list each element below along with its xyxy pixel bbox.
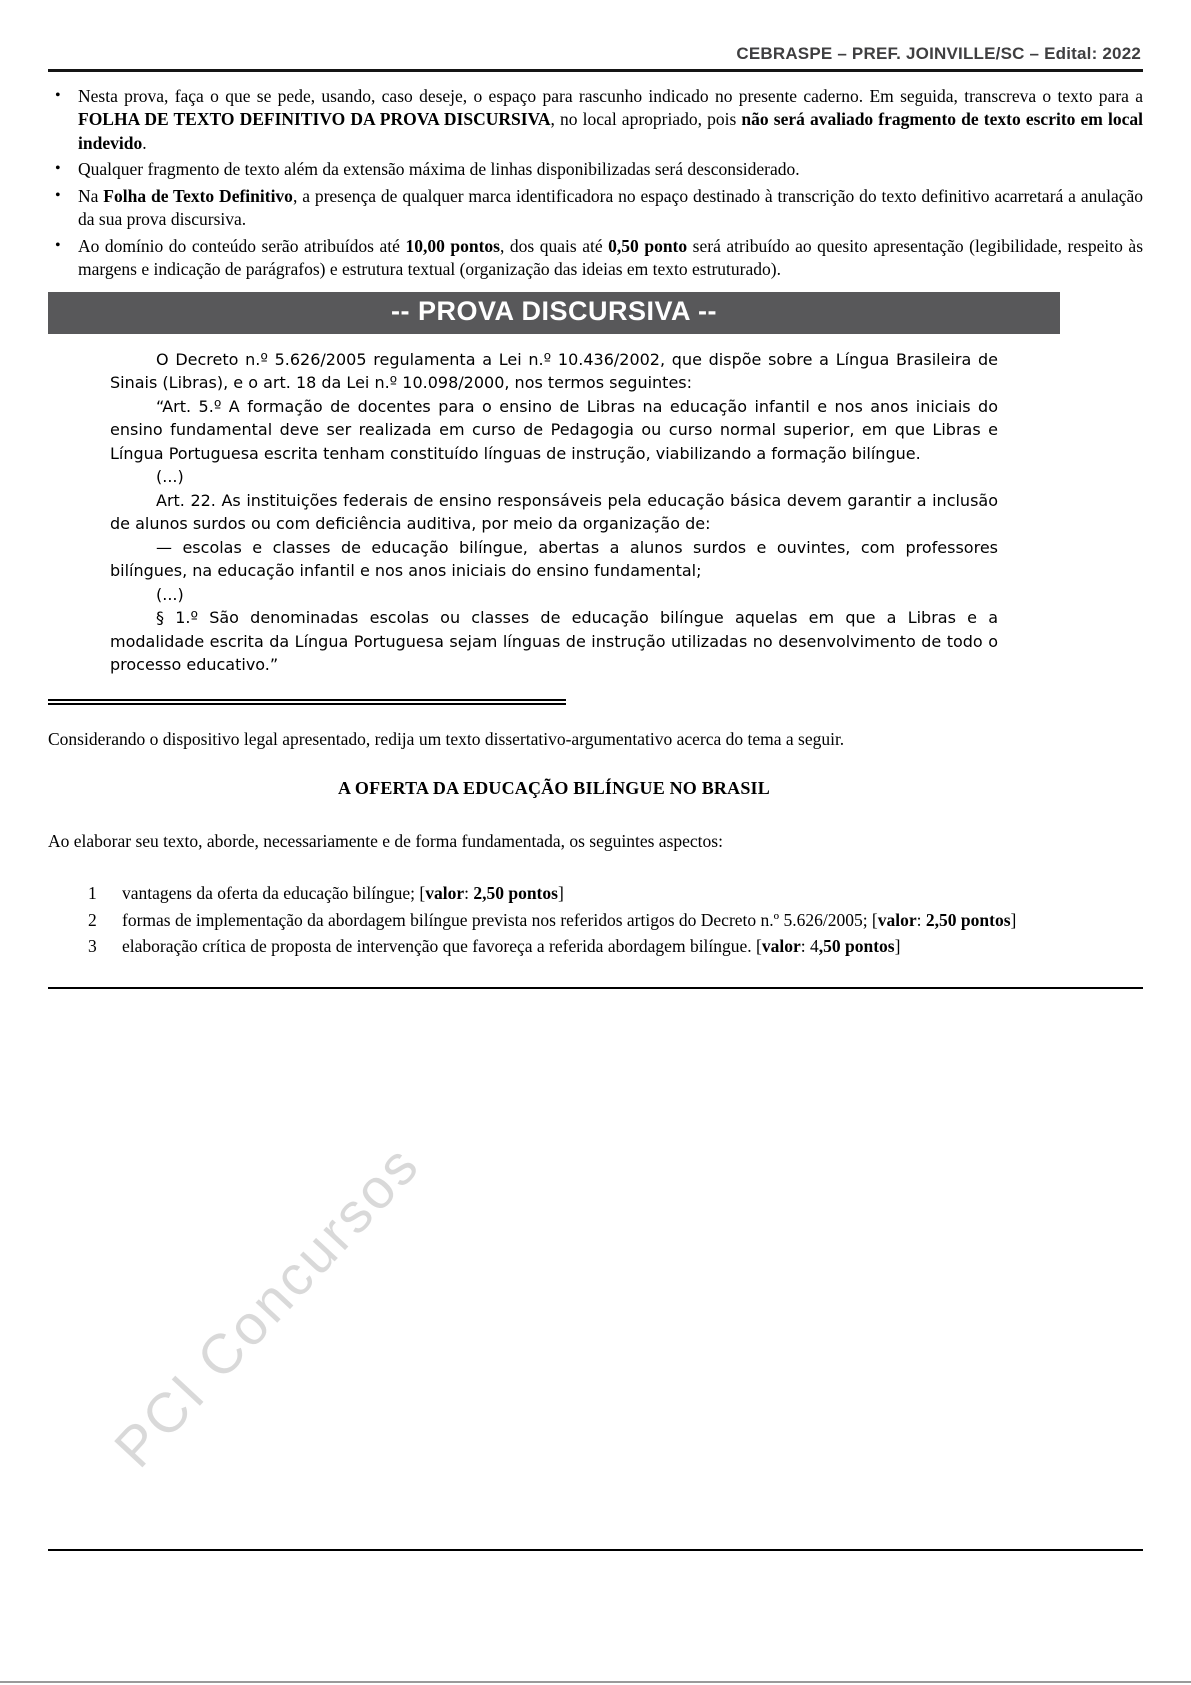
instruction-item-1 [48, 85, 1143, 155]
instruction-segment: Qualquer fragmento de texto além da extensão máxima de linhas disponibilizadas será desconsiderado. [78, 159, 800, 180]
instruction-segment: . [142, 132, 147, 153]
instruction-segment-bold: não será avaliado fragmento de texto escrito em local indevido [78, 109, 1143, 153]
instruction-text [78, 158, 1143, 181]
instruction-segment: Nesta prova, faça o que se pede, usando, caso deseje, o espaço para rascunho indicado no presente caderno. Em seguida, transcreva o texto para a [78, 86, 1143, 106]
aspect-segment: vantagens da oferta da educação bilíngue; [ [122, 882, 426, 903]
instruction-segment: , a presença de qualquer marca identificadora no espaço destinado à transcrição do texto definitivo acarretará a anulação da sua prova discursiva. [78, 185, 1143, 230]
aspect-text [122, 935, 1143, 959]
decree-paragraph: O Decreto n.º 5.626/2005 regulamenta a Lei n.º 10.436/2002, que dispõe sobre a Língua Brasileira de Sinais (Libras), e o art. 18 da Lei n.º 10.098/2000, nos termos seguintes: [110, 349, 998, 393]
section-banner-prova-discursiva: -- PROVA DISCURSIVA -- [48, 292, 1060, 334]
exam-header-title: CEBRASPE – PREF. JOINVILLE/SC – Edital: 2022 [736, 44, 1141, 63]
aspect-text [122, 909, 1143, 933]
decree-excerpt-block [48, 348, 1060, 677]
decree-paragraph: Art. 22. As instituições federais de ensino responsáveis pela educação básica devem garantir a inclusão de alunos surdos ou com deficiência auditiva, por meio da organização de: [110, 490, 998, 534]
bullet-icon: • [55, 87, 61, 104]
header-rule [48, 69, 1143, 72]
bottom-rule [48, 1549, 1143, 1551]
aspect-segment: : [916, 909, 926, 930]
aspect-number: 2 [88, 909, 97, 930]
decree-paragraph: “Art. 5.º A formação de docentes para o ensino de Libras na educação infantil e nos anos iniciais do ensino fundamental deve ser realizada em curso de Pedagogia ou curso normal superior, em que Libras e Língua Portuguesa escrita tenham constituído línguas de instrução, viabilizando a formação bilíngue. [110, 396, 998, 463]
decree-ellipsis: (...) [156, 467, 184, 487]
decree-paragraph: § 1.º São denominadas escolas ou classes de educação bilíngue aquelas em que a Libras e a modalidade escrita da Língua Portuguesa sejam línguas de instrução utilizadas no desenvolvimento de todo o processo educativo.” [110, 608, 998, 675]
aspect-item-1 [88, 882, 1143, 906]
aspect-segment: : [464, 882, 474, 903]
decree-paragraph: — escolas e classes de educação bilíngue, abertas a alunos surdos e ouvintes, com professores bilíngues, na educação infantil e nos anos iniciais do ensino fundamental; [110, 537, 998, 581]
aspect-segment: ] [557, 882, 564, 903]
instruction-segment: Na [78, 185, 104, 206]
watermark-text: PCI Concursos [101, 1132, 432, 1479]
aspect-segment: ] [894, 936, 901, 957]
instruction-segment-bold: 10,00 pontos [405, 235, 500, 256]
aspect-segment: : 4 [800, 936, 819, 957]
task-command: Considerando o dispositivo legal apresentado, redija um texto dissertativo-argumentativo acerca do tema a seguir. [48, 728, 845, 749]
double-line-divider [48, 699, 566, 705]
aspect-number: 3 [88, 936, 97, 957]
instruction-segment: será atribuído ao quesito apresentação (legibilidade, respeito às margens e indicação de parágrafos) e estrutura textual (organização das ideias em texto estruturado). [78, 235, 1144, 280]
aspect-segment-bold: 2,50 pontos [473, 882, 558, 903]
aspect-segment-bold: valor [761, 936, 801, 957]
aspect-segment-bold: valor [425, 882, 465, 903]
instruction-text [78, 235, 1143, 282]
instruction-segment-bold: Folha de Texto Definitivo [103, 185, 293, 206]
bullet-icon: • [55, 236, 61, 254]
instructions-list [48, 85, 1143, 282]
aspect-segment: elaboração crítica de proposta de intervenção que favoreça a referida abordagem bilíngue. [ [122, 936, 762, 957]
aspect-number: 1 [88, 882, 97, 903]
instruction-item-4 [48, 235, 1143, 282]
instruction-text [78, 85, 1143, 155]
aspect-segment-bold: ,50 pontos [818, 936, 895, 957]
aspect-segment-bold: 2,50 pontos [925, 909, 1011, 930]
instruction-segment: Ao domínio do conteúdo serão atribuídos até [78, 235, 406, 256]
bullet-icon: • [55, 186, 61, 204]
bullet-icon: • [55, 160, 61, 178]
instruction-text [78, 185, 1143, 232]
aspect-item-2 [88, 909, 1143, 933]
aspects-list [88, 882, 1143, 959]
aspect-segment-bold: valor [877, 909, 917, 930]
instruction-segment: , no local apropriado, pois [550, 109, 742, 130]
aspect-text [122, 882, 1143, 906]
aspect-segment: formas de implementação da abordagem bilíngue prevista nos referidos artigos do Decreto n.º 5.626/2005; [ [122, 909, 878, 930]
instruction-item-2 [48, 158, 1143, 181]
section-end-rule [48, 987, 1143, 989]
instruction-segment-bold: 0,50 ponto [608, 235, 688, 256]
instruction-item-3 [48, 185, 1143, 232]
page-edge-rule [0, 1681, 1191, 1683]
essay-theme-title: A OFERTA DA EDUCAÇÃO BILÍNGUE NO BRASIL [338, 777, 770, 798]
instruction-segment: , dos quais até [499, 235, 609, 256]
instruction-segment-bold: FOLHA DE TEXTO DEFINITIVO DA PROVA DISCURSIVA [78, 109, 551, 130]
aspect-item-3 [88, 935, 1143, 959]
decree-ellipsis: (...) [156, 584, 184, 604]
aspects-intro: Ao elaborar seu texto, aborde, necessariamente e de forma fundamentada, os seguintes aspectos: [48, 830, 723, 851]
aspect-segment: ] [1010, 909, 1017, 930]
